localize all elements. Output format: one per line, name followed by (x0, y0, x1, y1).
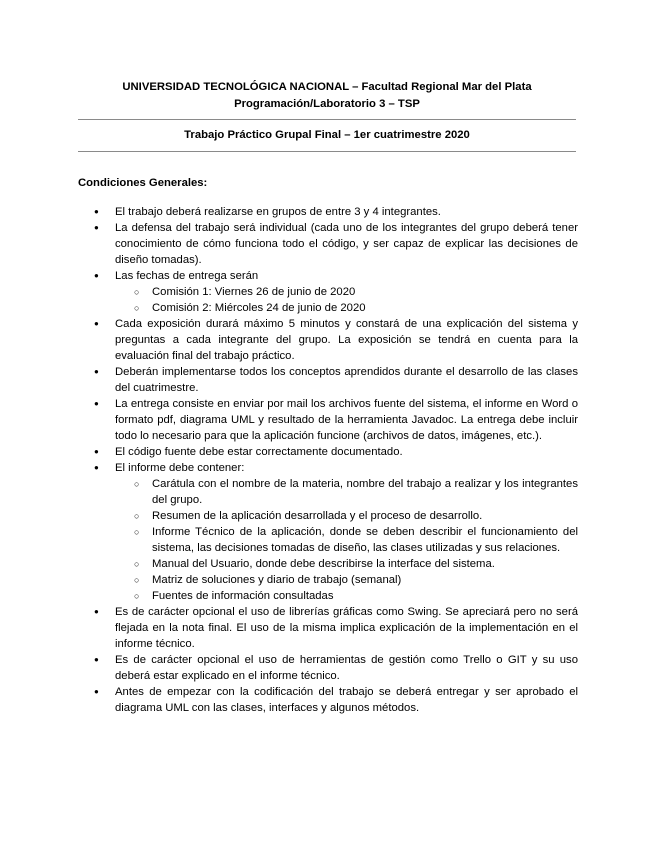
report-sublist (115, 476, 578, 604)
list-item: ● La entrega consiste en enviar por mail los archivos fuente del sistema, el informe en Word o formato pdf, diagrama UML y resultado de la herramienta Javadoc. La entrega debe incluir todo lo necesario para que la aplicación funcione (archivos de datos, imágenes, etc.). (78, 396, 578, 444)
dates-sublist (115, 284, 578, 316)
list-item: ● El código fuente debe estar correctamente documentado. (78, 444, 578, 460)
course-header: Programación/Laboratorio 3 – TSP (234, 98, 420, 110)
list-item-text: Las fechas de entrega serán (115, 270, 259, 282)
document-subtitle: Trabajo Práctico Grupal Final – 1er cuatrimestre 2020 (184, 129, 470, 141)
bottom-divider (78, 151, 576, 152)
list-item: ● Deberán implementarse todos los conceptos aprendidos durante el desarrollo de las clases del cuatrimestre. (78, 364, 578, 396)
top-divider (78, 119, 576, 120)
list-item: ● El trabajo deberá realizarse en grupos de entre 3 y 4 integrantes. (78, 204, 578, 220)
list-item-text: El informe debe contener: (115, 462, 245, 474)
list-item: ● Antes de empezar con la codificación del trabajo se deberá entregar y ser aprobado el diagrama UML con las clases, interfaces y algunos métodos. (78, 684, 578, 716)
list-item: ● Cada exposición durará máximo 5 minutos y constará de una explicación del sistema y preguntas a cada integrante del grupo. La exposición se tendrá en cuenta para la evaluación final del trabajo práctico. (78, 316, 578, 364)
list-item: ● La defensa del trabajo será individual (cada uno de los integrantes del grupo deberá tener conocimiento de cómo funciona todo el código, y ser capaz de explicar las decisiones de diseño tomadas). (78, 220, 578, 268)
sublist-item: ○ Comisión 2: Miércoles 24 de junio de 2020 (115, 300, 578, 316)
sublist-item: ○ Matriz de soluciones y diario de trabajo (semanal) (115, 572, 578, 588)
sublist-item: ○ Comisión 1: Viernes 26 de junio de 2020 (115, 284, 578, 300)
sublist-item: ○ Fuentes de información consultadas (115, 588, 578, 604)
sublist-item: ○ Resumen de la aplicación desarrollada y el proceso de desarrollo. (115, 508, 578, 524)
list-item: ● Es de carácter opcional el uso de librerías gráficas como Swing. Se apreciará pero no será flejada en la nota final. El uso de la misma implica explicación de la implementación en el informe técnico. (78, 604, 578, 652)
university-header: UNIVERSIDAD TECNOLÓGICA NACIONAL – Facultad Regional Mar del Plata (122, 81, 532, 93)
list-item (78, 460, 578, 604)
sublist-item: ○ Informe Técnico de la aplicación, donde se deben describir el funcionamiento del sistema, las decisiones tomadas de diseño, las clases utilizadas y sus relaciones. (115, 524, 578, 556)
conditions-list (78, 204, 578, 716)
section-title: Condiciones Generales: (78, 177, 208, 189)
list-item: ● Es de carácter opcional el uso de herramientas de gestión como Trello o GIT y su uso deberá estar explicado en el informe técnico. (78, 652, 578, 684)
sublist-item: ○ Manual del Usuario, donde debe describirse la interface del sistema. (115, 556, 578, 572)
list-item (78, 268, 578, 316)
sublist-item: ○ Carátula con el nombre de la materia, nombre del trabajo a realizar y los integrantes del grupo. (115, 476, 578, 508)
